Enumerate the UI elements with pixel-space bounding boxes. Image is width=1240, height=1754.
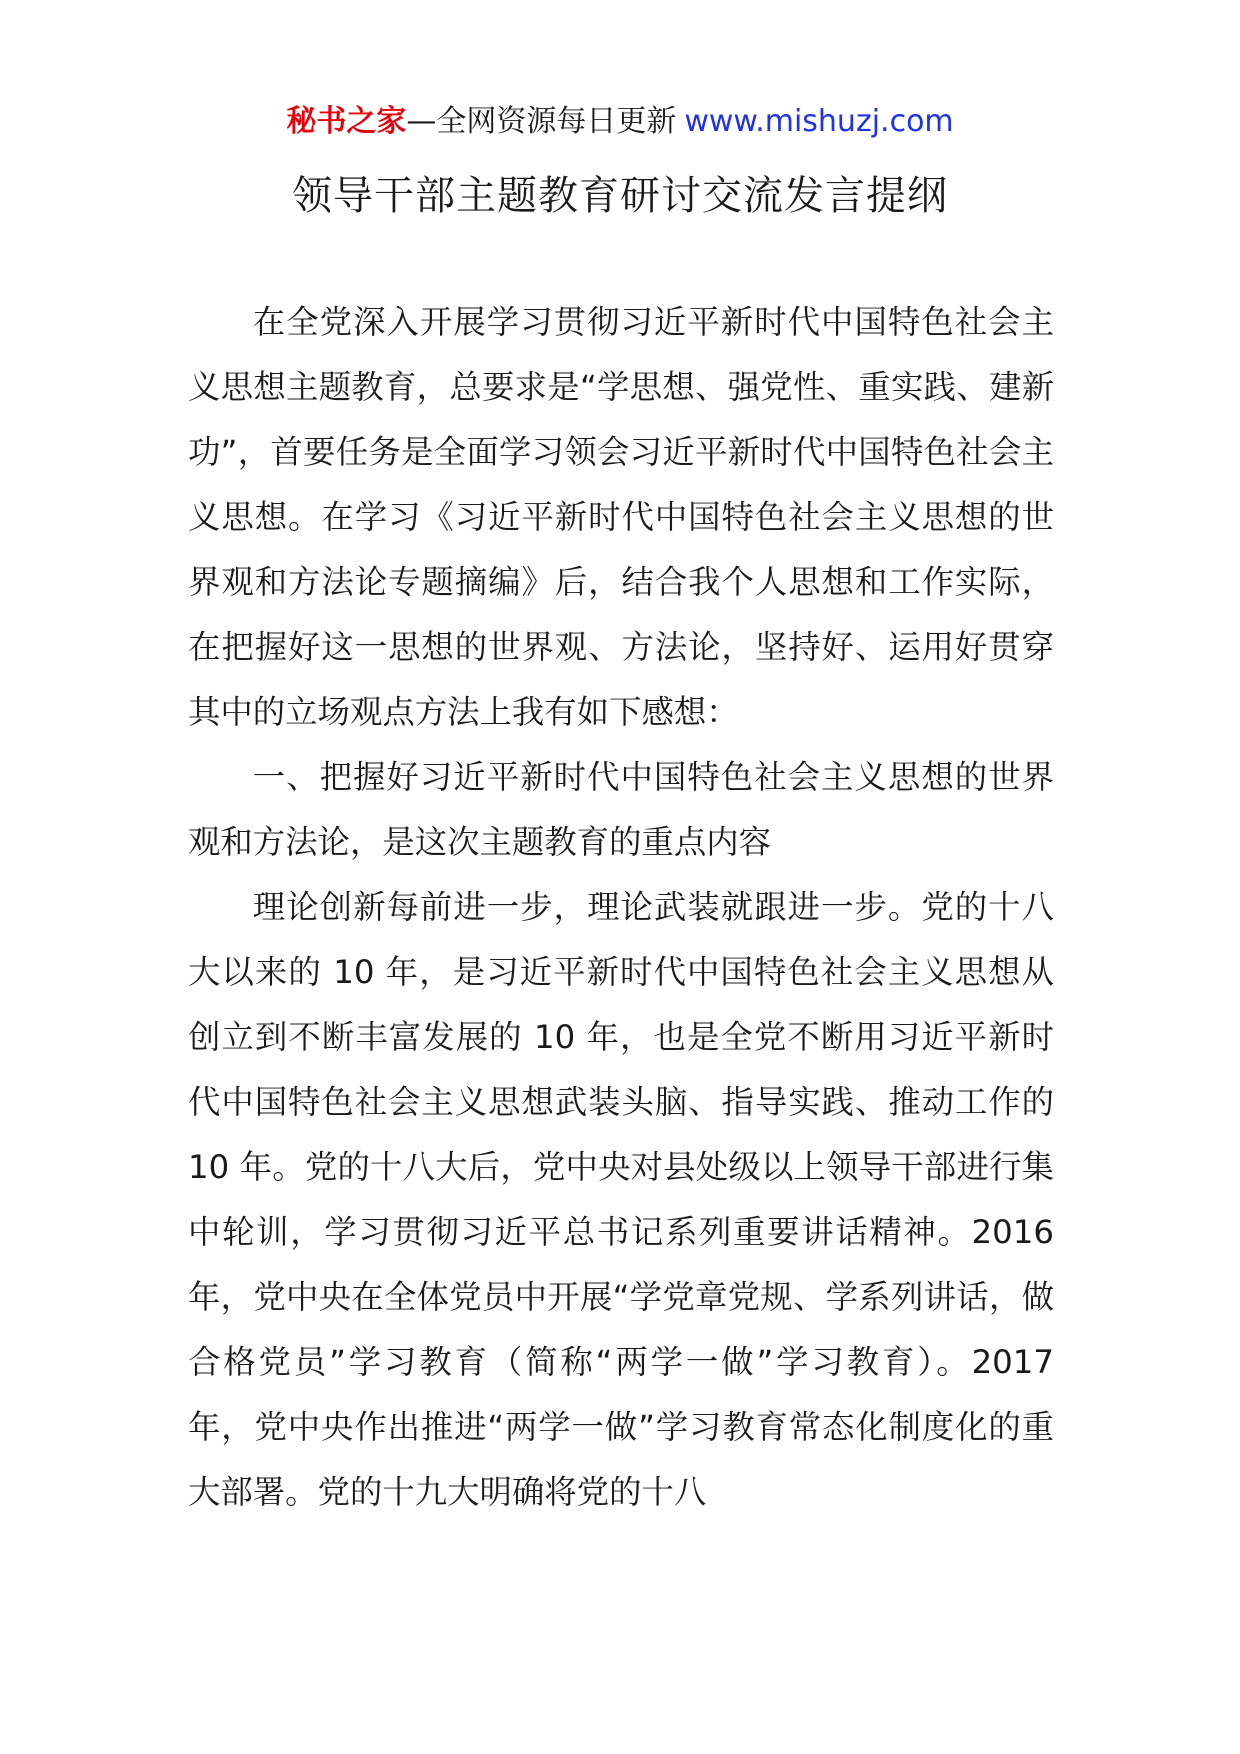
document-body — [188, 290, 1054, 1525]
site-url-link[interactable]: www.mishuzj.com — [684, 104, 954, 139]
site-brand: 秘书之家 — [286, 104, 407, 139]
document-title: 领导干部主题教育研讨交流发言提纲 — [292, 173, 948, 219]
section-heading-1: 一、把握好习近平新时代中国特色社会主义思想的世界观和方法论，是这次主题教育的重点内容 — [188, 758, 1054, 861]
paragraph-theory: 理论创新每前进一步，理论武装就跟进一步。党的十八大以来的 10 年，是习近平新时代中国特色社会主义思想从创立到不断丰富发展的 10 年，也是全党不断用习近平新时代中国特色社会主义思想武装头脑、指导实践、推动工作的 10 年。党的十八大后，党中央对县处级以上领导干部进行集中轮训，学习贯彻习近平总书记系列重要讲话精神。2016 年，党中央在全体党员中开展“学党章党规、学系列讲话，做合格党员”学习教育（简称“两学一做”学习教育）。2017 年，党中央作出推进“两学一做”学习教育常态化制度化的重大部署。党的十九大明确将党的十八 — [188, 888, 1054, 1511]
site-header — [0, 100, 1240, 144]
site-tagline: —全网资源每日更新 — [406, 104, 677, 139]
paragraph-intro: 在全党深入开展学习贯彻习近平新时代中国特色社会主义思想主题教育，总要求是“学思想、强党性、重实践、建新功”，首要任务是全面学习领会习近平新时代中国特色社会主义思想。在学习《习近平新时代中国特色社会主义思想的世界观和方法论专题摘编》后，结合我个人思想和工作实际，在把握好这一思想的世界观、方法论，坚持好、运用好贯穿其中的立场观点方法上我有如下感想： — [188, 303, 1054, 731]
